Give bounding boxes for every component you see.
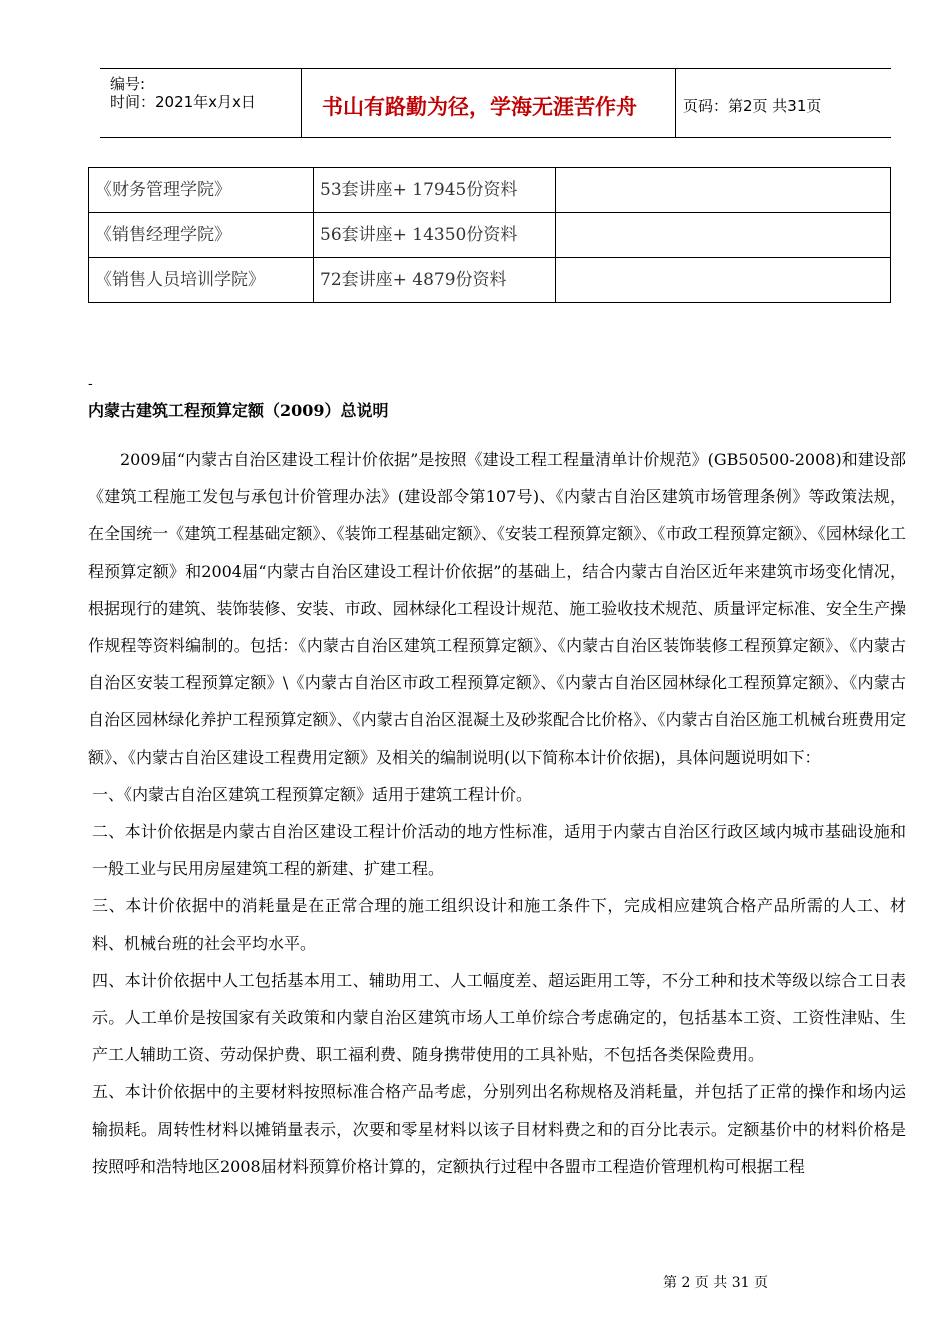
table-cell-name: 《销售经理学院》 xyxy=(89,213,314,258)
intro-paragraph: 2009届“内蒙古自治区建设工程计价依据”是按照《建设工程工程量清单计价规范》(GB50500-2008)和建设部《建筑工程施工发包与承包计价管理办法》(建设部令第107号)、《内蒙古自治区建筑市场管理条例》等政策法规，在全国统一《建筑工程基础定额》、《装饰工程基础定额》、《安装工程预算定额》、《市政工程预算定额》、《园林绿化工程预算定额》和2004届“内蒙古自治区建设工程计价依据”的基础上，结合内蒙古自治区近年来建筑市场变化情况，根据现行的建筑、装饰装修、安装、市政、园林绿化工程设计规范、施工验收技术规范、质量评定标准、安全生产操作规程等资料编制的。包括：《内蒙古自治区建筑工程预算定额》、《内蒙古自治区装饰装修工程预算定额》、《内蒙古自治区安装工程预算定额》\《内蒙古自治区市政工程预算定额》、《内蒙古自治区园林绿化工程预算定额》、《内蒙古自治区园林绿化养护工程预算定额》、《内蒙古自治区混凝土及砂浆配合比价格》、《内蒙古自治区施工机械台班费用定额》、《内蒙古自治区建设工程费用定额》及相关的编制说明(以下简称本计价依据)，具体问题说明如下： xyxy=(88,450,906,767)
resources-table xyxy=(88,167,891,303)
document-body xyxy=(88,441,906,1185)
motto-text: 书山有路勤为径，学海无涯苦作舟 xyxy=(322,95,637,119)
table-cell-content: 56套讲座+ 14350份资料 xyxy=(314,213,556,258)
table-cell-name: 《财务管理学院》 xyxy=(89,168,314,213)
time-label: 时间：2021年x月x日 xyxy=(110,93,256,111)
table-cell-extra xyxy=(556,213,891,258)
number-label: 编号: xyxy=(110,75,146,93)
list-item: 四、本计价依据中人工包括基本用工、辅助用工、人工幅度差、超运距用工等，不分工种和技术等级以综合工日表示。人工单价是按国家有关政策和内蒙自治区建筑市场人工单价综合考虑确定的，包括基本工资、工资性津贴、生产工人辅助工资、劳动保护费、职工福利费、随身携带使用的工具补贴，不包括各类保险费用。 xyxy=(92,970,906,1065)
table-row xyxy=(89,168,891,213)
document-title: 内蒙古建筑工程预算定额（2009）总说明 xyxy=(88,401,389,420)
list-item: 五、本计价依据中的主要材料按照标准合格产品考虑，分别列出名称规格及消耗量，并包括了正常的操作和场内运输损耗。周转性材料以摊销量表示，次要和零星材料以该子目材料费之和的百分比表示。定额基价中的材料价格是按照呼和浩特地区2008届材料预算价格计算的，定额执行过程中各盟市工程造价管理机构可根据工程 xyxy=(92,1082,906,1176)
list-item: 二、本计价依据是内蒙古自治区建设工程计价活动的地方性标准，适用于内蒙古自治区行政区域内城市基础设施和一般工业与民用房屋建筑工程的新建、扩建工程。 xyxy=(92,822,906,879)
table-row xyxy=(89,258,891,303)
page-header xyxy=(100,68,891,138)
list-item: 三、本计价依据中的消耗量是在正常合理的施工组织设计和施工条件下，完成相应建筑合格产品所需的人工、材料、机械台班的社会平均水平。 xyxy=(92,896,906,953)
table-cell-extra xyxy=(556,168,891,213)
table-row xyxy=(89,213,891,258)
table-cell-content: 72套讲座+ 4879份资料 xyxy=(314,258,556,303)
header-page-info: 页码：第2页 共31页 xyxy=(683,97,822,115)
table-cell-extra xyxy=(556,258,891,303)
header-motto-cell xyxy=(301,69,676,137)
header-left-cell xyxy=(100,69,300,137)
list-item: 一、《内蒙古自治区建筑工程预算定额》适用于建筑工程计价。 xyxy=(92,784,533,804)
dash-mark: - xyxy=(88,376,93,392)
page-footer: 第 2 页 共 31 页 xyxy=(663,1275,768,1291)
table-cell-content: 53套讲座+ 17945份资料 xyxy=(314,168,556,213)
table-cell-name: 《销售人员培训学院》 xyxy=(89,258,314,303)
header-page-cell xyxy=(675,69,891,137)
